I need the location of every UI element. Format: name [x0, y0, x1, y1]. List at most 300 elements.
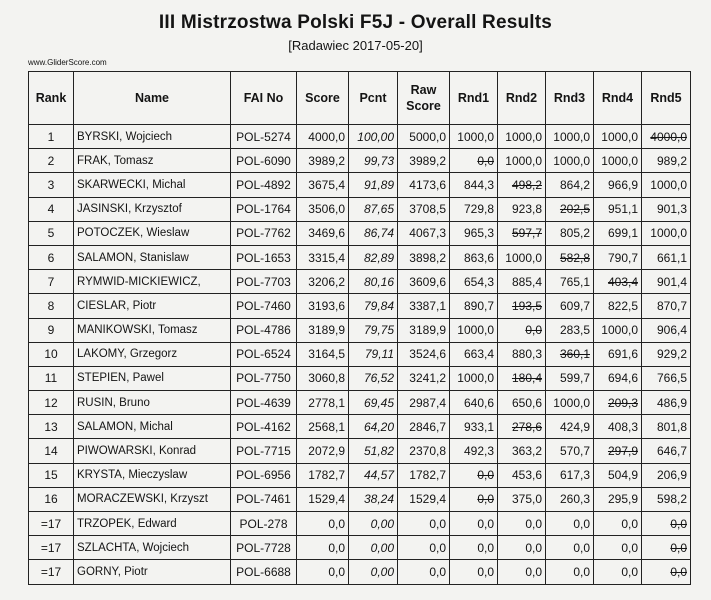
pcnt-cell: 87,65	[349, 197, 398, 221]
pcnt-cell: 100,00	[349, 125, 398, 149]
name-cell: KRYSTA, Mieczyslaw	[74, 463, 231, 487]
rnd1-cell	[450, 270, 498, 294]
name-cell: SZLACHTA, Wojciech	[74, 536, 231, 560]
rnd1-cell	[450, 245, 498, 269]
round-score: 0,0	[477, 492, 494, 507]
rnd1-cell	[450, 391, 498, 415]
rnd1-cell	[450, 487, 498, 511]
score-cell: 2778,1	[297, 391, 349, 415]
rnd4-cell	[594, 125, 642, 149]
pcnt-cell: 79,11	[349, 342, 398, 366]
round-score: 492,3	[463, 444, 494, 459]
rnd3-cell	[546, 221, 594, 245]
rnd5-cell	[642, 391, 691, 415]
round-score: 0,0	[670, 540, 687, 555]
rnd2-cell	[498, 366, 546, 390]
pcnt-cell: 38,24	[349, 487, 398, 511]
round-score: 598,2	[656, 492, 687, 507]
round-score: 1000,0	[457, 371, 494, 386]
round-score: 965,3	[463, 226, 494, 241]
fai-no-cell: POL-4892	[231, 173, 297, 197]
rnd5-cell	[642, 221, 691, 245]
rnd3-cell	[546, 391, 594, 415]
fai-no-cell: POL-6688	[231, 560, 297, 584]
rnd5-cell	[642, 245, 691, 269]
fai-no-cell: POL-7762	[231, 221, 297, 245]
rnd2-cell	[498, 270, 546, 294]
rnd4-cell	[594, 149, 642, 173]
round-score: 1000,0	[505, 153, 542, 168]
rank-cell: 15	[29, 463, 74, 487]
round-score: 1000,0	[505, 129, 542, 144]
raw-score-cell: 3898,2	[398, 245, 450, 269]
pcnt-cell: 82,89	[349, 245, 398, 269]
round-score: 360,1	[559, 347, 590, 362]
rnd3-cell	[546, 536, 594, 560]
round-score: 1000,0	[553, 153, 590, 168]
round-score: 0,0	[477, 540, 494, 555]
score-cell: 4000,0	[297, 125, 349, 149]
score-cell: 3989,2	[297, 149, 349, 173]
name-cell: RUSIN, Bruno	[74, 391, 231, 415]
round-score: 297,9	[607, 444, 638, 459]
pcnt-cell: 0,00	[349, 560, 398, 584]
rnd1-cell	[450, 173, 498, 197]
rnd1-cell	[450, 512, 498, 536]
score-cell: 3164,5	[297, 342, 349, 366]
raw-score-cell: 0,0	[398, 536, 450, 560]
rnd4-cell	[594, 560, 642, 584]
rank-cell: 8	[29, 294, 74, 318]
fai-no-cell: POL-4639	[231, 391, 297, 415]
round-score: 923,8	[511, 202, 542, 217]
raw-score-cell: 2846,7	[398, 415, 450, 439]
rnd1-cell	[450, 318, 498, 342]
name-cell: CIESLAR, Piotr	[74, 294, 231, 318]
raw-score-cell: 3241,2	[398, 366, 450, 390]
fai-no-cell: POL-4162	[231, 415, 297, 439]
score-cell: 1782,7	[297, 463, 349, 487]
rnd3-cell	[546, 149, 594, 173]
rnd1-cell	[450, 149, 498, 173]
score-cell: 0,0	[297, 536, 349, 560]
name-cell: GORNY, Piotr	[74, 560, 231, 584]
pcnt-cell: 86,74	[349, 221, 398, 245]
rnd5-cell	[642, 318, 691, 342]
rnd3-cell	[546, 342, 594, 366]
rank-cell: =17	[29, 512, 74, 536]
column-header-rnd1: Rnd1	[450, 72, 498, 125]
score-cell: 0,0	[297, 512, 349, 536]
score-cell: 1529,4	[297, 487, 349, 511]
round-score: 209,3	[607, 395, 638, 410]
table-row	[29, 294, 691, 318]
name-cell: BYRSKI, Wojciech	[74, 125, 231, 149]
rnd5-cell	[642, 536, 691, 560]
rnd5-cell	[642, 560, 691, 584]
fai-no-cell: POL-6956	[231, 463, 297, 487]
score-cell: 3315,4	[297, 245, 349, 269]
table-row	[29, 560, 691, 584]
rnd1-cell	[450, 366, 498, 390]
round-score: 646,7	[656, 444, 687, 459]
table-row	[29, 512, 691, 536]
website-label: www.GliderScore.com	[28, 58, 107, 67]
table-row	[29, 125, 691, 149]
raw-score-cell: 4173,6	[398, 173, 450, 197]
rnd4-cell	[594, 391, 642, 415]
name-cell: SALAMON, Stanislaw	[74, 245, 231, 269]
rnd3-cell	[546, 487, 594, 511]
round-score: 0,0	[621, 540, 638, 555]
rank-cell: 11	[29, 366, 74, 390]
rank-cell: 3	[29, 173, 74, 197]
raw-score-cell: 3387,1	[398, 294, 450, 318]
rank-cell: 4	[29, 197, 74, 221]
table-row	[29, 439, 691, 463]
rnd2-cell	[498, 391, 546, 415]
round-score: 951,1	[607, 202, 638, 217]
rnd2-cell	[498, 560, 546, 584]
table-row	[29, 487, 691, 511]
round-score: 880,3	[511, 347, 542, 362]
raw-score-cell: 3189,9	[398, 318, 450, 342]
rnd2-cell	[498, 294, 546, 318]
raw-score-cell: 5000,0	[398, 125, 450, 149]
rnd1-cell	[450, 342, 498, 366]
table-row	[29, 270, 691, 294]
raw-score-cell: 2370,8	[398, 439, 450, 463]
round-score: 295,9	[607, 492, 638, 507]
pcnt-cell: 69,45	[349, 391, 398, 415]
round-score: 844,3	[463, 177, 494, 192]
raw-score-cell: 1782,7	[398, 463, 450, 487]
name-cell: LAKOMY, Grzegorz	[74, 342, 231, 366]
rnd5-cell	[642, 294, 691, 318]
round-score: 699,1	[607, 226, 638, 241]
score-cell: 2568,1	[297, 415, 349, 439]
rnd3-cell	[546, 560, 594, 584]
rnd5-cell	[642, 463, 691, 487]
round-score: 0,0	[621, 516, 638, 531]
rnd2-cell	[498, 221, 546, 245]
round-score: 766,5	[656, 371, 687, 386]
score-cell: 3189,9	[297, 318, 349, 342]
round-score: 4000,0	[650, 129, 687, 144]
rnd4-cell	[594, 487, 642, 511]
round-score: 1000,0	[601, 153, 638, 168]
column-header-fai-no: FAI No	[231, 72, 297, 125]
round-score: 1000,0	[457, 129, 494, 144]
table-row	[29, 366, 691, 390]
rnd2-cell	[498, 149, 546, 173]
round-score: 0,0	[477, 564, 494, 579]
fai-no-cell: POL-7750	[231, 366, 297, 390]
round-score: 0,0	[525, 516, 542, 531]
round-score: 870,7	[656, 298, 687, 313]
rnd1-cell	[450, 415, 498, 439]
round-score: 582,8	[559, 250, 590, 265]
fai-no-cell: POL-5274	[231, 125, 297, 149]
column-header-rnd5: Rnd5	[642, 72, 691, 125]
round-score: 408,3	[607, 419, 638, 434]
rnd5-cell	[642, 125, 691, 149]
fai-no-cell: POL-6090	[231, 149, 297, 173]
rnd2-cell	[498, 318, 546, 342]
raw-score-cell: 3708,5	[398, 197, 450, 221]
score-cell: 3675,4	[297, 173, 349, 197]
raw-score-cell: 1529,4	[398, 487, 450, 511]
rnd5-cell	[642, 439, 691, 463]
rnd2-cell	[498, 512, 546, 536]
raw-score-cell: 0,0	[398, 560, 450, 584]
round-score: 0,0	[621, 564, 638, 579]
fai-no-cell: POL-1653	[231, 245, 297, 269]
round-score: 1000,0	[505, 250, 542, 265]
round-score: 498,2	[511, 177, 542, 192]
rnd5-cell	[642, 415, 691, 439]
round-score: 1000,0	[457, 323, 494, 338]
rnd1-cell	[450, 125, 498, 149]
fai-no-cell: POL-7715	[231, 439, 297, 463]
name-cell: TRZOPEK, Edward	[74, 512, 231, 536]
table-row	[29, 173, 691, 197]
rnd4-cell	[594, 221, 642, 245]
rnd5-cell	[642, 366, 691, 390]
rnd3-cell	[546, 415, 594, 439]
column-header-score: Score	[297, 72, 349, 125]
rnd3-cell	[546, 125, 594, 149]
raw-score-cell: 3989,2	[398, 149, 450, 173]
round-score: 193,5	[511, 298, 542, 313]
round-score: 363,2	[511, 444, 542, 459]
round-score: 694,6	[607, 371, 638, 386]
round-score: 929,2	[656, 347, 687, 362]
round-score: 906,4	[656, 323, 687, 338]
fai-no-cell: POL-1764	[231, 197, 297, 221]
round-score: 989,2	[656, 153, 687, 168]
rank-cell: 2	[29, 149, 74, 173]
rank-cell: 13	[29, 415, 74, 439]
rnd1-cell	[450, 439, 498, 463]
round-score: 278,6	[511, 419, 542, 434]
pcnt-cell: 64,20	[349, 415, 398, 439]
table-row	[29, 536, 691, 560]
name-cell: PIWOWARSKI, Konrad	[74, 439, 231, 463]
rank-cell: 16	[29, 487, 74, 511]
round-score: 801,8	[656, 419, 687, 434]
rnd2-cell	[498, 197, 546, 221]
round-score: 0,0	[670, 564, 687, 579]
rank-cell: 12	[29, 391, 74, 415]
round-score: 822,5	[607, 298, 638, 313]
rnd1-cell	[450, 221, 498, 245]
rnd4-cell	[594, 342, 642, 366]
score-cell: 3469,6	[297, 221, 349, 245]
rnd5-cell	[642, 197, 691, 221]
rnd4-cell	[594, 318, 642, 342]
pcnt-cell: 80,16	[349, 270, 398, 294]
rank-cell: =17	[29, 536, 74, 560]
rank-cell: 7	[29, 270, 74, 294]
pcnt-cell: 99,73	[349, 149, 398, 173]
name-cell: RYMWID-MICKIEWICZ,	[74, 270, 231, 294]
rnd2-cell	[498, 439, 546, 463]
round-score: 729,8	[463, 202, 494, 217]
round-score: 1000,0	[650, 226, 687, 241]
rnd1-cell	[450, 463, 498, 487]
column-header-raw-score: Raw Score	[398, 72, 450, 125]
round-score: 654,3	[463, 274, 494, 289]
round-score: 885,4	[511, 274, 542, 289]
round-score: 283,5	[559, 323, 590, 338]
fai-no-cell: POL-7728	[231, 536, 297, 560]
results-table	[28, 71, 691, 585]
round-score: 0,0	[525, 540, 542, 555]
rnd4-cell	[594, 197, 642, 221]
round-score: 650,6	[511, 395, 542, 410]
round-score: 790,7	[607, 250, 638, 265]
round-score: 0,0	[670, 516, 687, 531]
round-score: 206,9	[656, 468, 687, 483]
round-score: 0,0	[477, 468, 494, 483]
rnd1-cell	[450, 536, 498, 560]
rnd2-cell	[498, 342, 546, 366]
rnd4-cell	[594, 245, 642, 269]
rnd4-cell	[594, 536, 642, 560]
rnd1-cell	[450, 197, 498, 221]
round-score: 890,7	[463, 298, 494, 313]
raw-score-cell: 3609,6	[398, 270, 450, 294]
rank-cell: 9	[29, 318, 74, 342]
table-row	[29, 221, 691, 245]
round-score: 375,0	[511, 492, 542, 507]
round-score: 617,3	[559, 468, 590, 483]
rank-cell: 5	[29, 221, 74, 245]
rnd2-cell	[498, 463, 546, 487]
rnd5-cell	[642, 342, 691, 366]
rnd2-cell	[498, 487, 546, 511]
name-cell: FRAK, Tomasz	[74, 149, 231, 173]
page-title: III Mistrzostwa Polski F5J - Overall Results	[158, 12, 553, 33]
round-score: 0,0	[573, 564, 590, 579]
column-header-rank: Rank	[29, 72, 74, 125]
round-score: 0,0	[525, 323, 542, 338]
name-cell: SKARWECKI, Michal	[74, 173, 231, 197]
round-score: 0,0	[573, 540, 590, 555]
rnd2-cell	[498, 245, 546, 269]
table-row	[29, 245, 691, 269]
column-header-rnd4: Rnd4	[594, 72, 642, 125]
pcnt-cell: 79,75	[349, 318, 398, 342]
rnd4-cell	[594, 415, 642, 439]
round-score: 0,0	[573, 516, 590, 531]
rnd2-cell	[498, 173, 546, 197]
round-score: 486,9	[656, 395, 687, 410]
rnd3-cell	[546, 318, 594, 342]
round-score: 202,5	[559, 202, 590, 217]
round-score: 765,1	[559, 274, 590, 289]
score-cell: 2072,9	[297, 439, 349, 463]
round-score: 966,9	[607, 177, 638, 192]
round-score: 453,6	[511, 468, 542, 483]
name-cell: MANIKOWSKI, Tomasz	[74, 318, 231, 342]
rnd1-cell	[450, 560, 498, 584]
column-header-name: Name	[74, 72, 231, 125]
round-score: 640,6	[463, 395, 494, 410]
round-score: 570,7	[559, 444, 590, 459]
rnd5-cell	[642, 512, 691, 536]
round-score: 260,3	[559, 492, 590, 507]
pcnt-cell: 44,57	[349, 463, 398, 487]
rnd5-cell	[642, 173, 691, 197]
event-subtitle: [Radawiec 2017-05-20]	[288, 38, 423, 53]
fai-no-cell: POL-7703	[231, 270, 297, 294]
round-score: 691,6	[607, 347, 638, 362]
rnd4-cell	[594, 173, 642, 197]
score-cell: 3060,8	[297, 366, 349, 390]
rnd3-cell	[546, 270, 594, 294]
rnd5-cell	[642, 149, 691, 173]
name-cell: STEPIEN, Pawel	[74, 366, 231, 390]
name-cell: SALAMON, Michal	[74, 415, 231, 439]
score-cell: 3506,0	[297, 197, 349, 221]
round-score: 424,9	[559, 419, 590, 434]
round-score: 901,4	[656, 274, 687, 289]
score-cell: 0,0	[297, 560, 349, 584]
pcnt-cell: 91,89	[349, 173, 398, 197]
rnd3-cell	[546, 245, 594, 269]
rank-cell: 10	[29, 342, 74, 366]
rnd4-cell	[594, 439, 642, 463]
round-score: 933,1	[463, 419, 494, 434]
round-score: 180,4	[511, 371, 542, 386]
rnd3-cell	[546, 294, 594, 318]
column-header-rnd2: Rnd2	[498, 72, 546, 125]
rnd3-cell	[546, 512, 594, 536]
rnd5-cell	[642, 270, 691, 294]
round-score: 1000,0	[553, 129, 590, 144]
raw-score-cell: 3524,6	[398, 342, 450, 366]
score-cell: 3206,2	[297, 270, 349, 294]
fai-no-cell: POL-7461	[231, 487, 297, 511]
table-row	[29, 197, 691, 221]
rnd4-cell	[594, 366, 642, 390]
pcnt-cell: 0,00	[349, 512, 398, 536]
rnd3-cell	[546, 173, 594, 197]
rank-cell: 14	[29, 439, 74, 463]
round-score: 599,7	[559, 371, 590, 386]
round-score: 1000,0	[553, 395, 590, 410]
pcnt-cell: 0,00	[349, 536, 398, 560]
rnd3-cell	[546, 366, 594, 390]
rank-cell: =17	[29, 560, 74, 584]
fai-no-cell: POL-278	[231, 512, 297, 536]
fai-no-cell: POL-7460	[231, 294, 297, 318]
fai-no-cell: POL-6524	[231, 342, 297, 366]
column-header-rnd3: Rnd3	[546, 72, 594, 125]
rnd3-cell	[546, 463, 594, 487]
round-score: 1000,0	[650, 177, 687, 192]
round-score: 504,9	[607, 468, 638, 483]
round-score: 863,6	[463, 250, 494, 265]
fai-no-cell: POL-4786	[231, 318, 297, 342]
round-score: 403,4	[607, 274, 638, 289]
table-header-row	[29, 72, 691, 125]
rnd2-cell	[498, 415, 546, 439]
rnd3-cell	[546, 197, 594, 221]
rnd2-cell	[498, 536, 546, 560]
